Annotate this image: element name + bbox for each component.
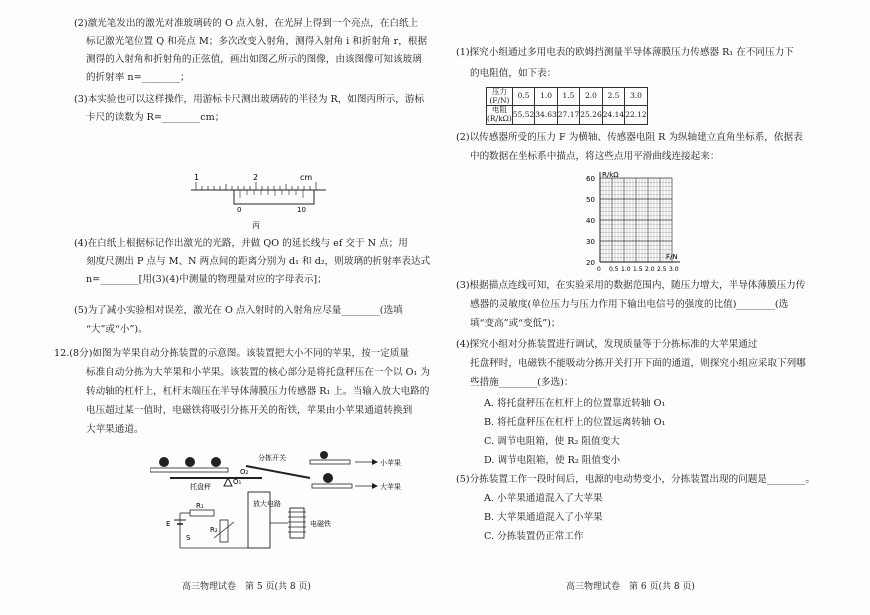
table-row-header: 电阻(R/kΩ) xyxy=(487,105,512,123)
caliper-vernier-label-10: 10 xyxy=(297,206,306,214)
x-tick-label: 0.5 xyxy=(609,266,619,273)
q3-line-2: 卡尺的读数为 R=________cm； xyxy=(86,112,225,123)
y-tick-label: 30 xyxy=(586,238,595,246)
r-q3-line-3: 填“变高”或“变低”)； xyxy=(470,318,561,329)
r-q3-line-2: 感器的灵敏度(单位压力与压力作用下输出电信号的强度的比值)________(选 xyxy=(470,299,789,310)
label-s: S xyxy=(186,534,191,542)
r-q5-option-c: C. 分拣装置仍正常工作 xyxy=(484,531,584,542)
y-tick-label: 50 xyxy=(586,196,595,204)
q2-line-1: (2)激光笔发出的激光对准玻璃砖的 O 点入射，在光屏上得到一个亮点，在白纸上 xyxy=(74,18,419,29)
y-tick-label: 20 xyxy=(586,259,595,267)
label-big-apple: 大苹果 xyxy=(380,483,401,491)
q12-line-3: 转动轴的杠杆上，杠杆末端压在半导体薄膜压力传感器 R₁ 上。当输入放大电路的 xyxy=(86,386,430,397)
r-q2-line-1: (2)以传感器所受的压力 F 为横轴、传感器电阻 R 为纵轴建立直角坐标系，依据表 xyxy=(456,132,803,143)
table-cell: 1.0 xyxy=(535,88,557,106)
vernier-caliper-figure xyxy=(186,170,336,230)
caliper-vernier-label-0: 0 xyxy=(237,206,242,214)
caliper-main-label-1: 1 xyxy=(194,173,200,182)
table-row xyxy=(487,106,648,124)
r-q4-line-3: 些措施________(多选)： xyxy=(470,377,574,388)
apple-3 xyxy=(211,457,221,467)
table-cell: 1.5 xyxy=(557,88,579,106)
table-cell: 27.17 xyxy=(557,106,579,124)
r-q4-option-c: C. 调节电阻箱，使 R₂ 阻值变大 xyxy=(484,436,620,447)
table-cell: 25.26 xyxy=(580,106,602,124)
table-cell: 2.5 xyxy=(602,88,624,106)
table-row-header: 压力(F/N) xyxy=(487,88,513,106)
table-cell: 24.14 xyxy=(602,106,624,124)
q4-line-3: n=________[用(3)(4)中测量的物理量对应的字母表示]； xyxy=(86,274,327,285)
apple-1 xyxy=(159,457,169,467)
x-axis-label: F/N xyxy=(666,253,678,261)
q12-line-1: 12.(8分)如图为苹果自动分拣装置的示意图。该装置把大小不同的苹果，按一定质量 xyxy=(54,348,410,359)
label-tray: 托盘秤 xyxy=(190,483,211,491)
pressure-resistance-table xyxy=(486,87,648,125)
x-tick-label: 3.0 xyxy=(669,266,679,273)
q5-line-1: (5)为了减小实验相对误差，激光在 O 点入射时的入射角应尽量________(选填 xyxy=(74,305,403,316)
r-q1-line-1: (1)探究小组通过多用电表的欧姆挡测量半导体薄膜压力传感器 R₁ 在不同压力下 xyxy=(456,47,794,58)
q12-line-5: 大苹果通道。 xyxy=(86,424,144,435)
q3-line-1: (3)本实验也可以这样操作，用游标卡尺测出玻璃砖的半径为 R，如图丙所示，游标 xyxy=(74,94,425,105)
label-switch: 分拣开关 xyxy=(258,454,286,462)
right-footer: 高三物理试卷 第 6 页(共 8 页) xyxy=(566,582,695,592)
apple-small xyxy=(320,451,328,459)
table-cell: 22.12 xyxy=(625,106,647,124)
label-o1: O₁ xyxy=(233,478,242,486)
caliper-caption: 丙 xyxy=(252,221,260,230)
left-footer: 高三物理试卷 第 5 页(共 8 页) xyxy=(182,582,311,592)
r-q4-line-2: 托盘秤时，电磁铁不能吸动分拣开关打开下面的通道，则探究小组应采取下列哪 xyxy=(470,358,806,369)
y-tick-label: 60 xyxy=(586,175,595,183)
q4-line-1: (4)在白纸上根据标记作出激光的光路，并做 QO 的延长线与 ef 交于 N 点；用 xyxy=(74,238,408,249)
table-cell: 34.63 xyxy=(535,106,557,124)
x-tick-label: 0 xyxy=(597,266,601,273)
x-tick-label: 2.0 xyxy=(645,266,655,273)
label-electromagnet: 电磁铁 xyxy=(310,520,331,528)
label-e: E xyxy=(166,520,171,528)
y-axis-label: R/kΩ xyxy=(602,171,619,179)
r-q3-line-1: (3)根据描点连线可知，在实验采用的数据范围内，随压力增大，半导体薄膜压力传 xyxy=(456,280,806,291)
r-q4-option-a: A. 将托盘秤压在杠杆上的位置靠近转轴 O₁ xyxy=(484,398,666,409)
table-row xyxy=(487,88,648,106)
q12-line-2: 标准自动分拣为大苹果和小苹果。该装置的核心部分是将托盘秤压在一个以 O₁ 为 xyxy=(86,367,430,378)
apple-sorter-diagram xyxy=(150,448,410,558)
q2-line-4: 的折射率 n=________； xyxy=(86,72,190,83)
q5-line-2: “大”或“小”)。 xyxy=(86,324,148,335)
x-tick-label: 2.5 xyxy=(657,266,667,273)
r-q5-option-b: B. 大苹果通道混入了小苹果 xyxy=(484,512,603,523)
r-q5-line: (5)分拣装置工作一段时间后，电源的电动势变小，分拣装置出现的问题是________。 xyxy=(456,474,815,485)
table-cell: 3.0 xyxy=(625,88,647,106)
y-tick-label: 40 xyxy=(586,217,595,225)
label-amplifier: 放大电路 xyxy=(253,500,281,508)
r-q1-line-2: 的电阻值，如下表： xyxy=(470,68,557,79)
r-q4-line-1: (4)探究小组对分拣装置进行调试，发现质量等于分拣标准的大苹果通过 xyxy=(456,339,758,350)
q2-line-3: 测得的入射角和折射角的正弦值，画出如图乙所示的图像，由该图像可知该玻璃 xyxy=(86,54,422,65)
r-q2-line-2: 中的数据在坐标系中描点，将这些点用平滑曲线连接起来： xyxy=(470,151,720,162)
q2-line-2: 标记激光笔位置 Q 和亮点 M；多次改变入射角，测得入射角 i 和折射角 r，根据 xyxy=(86,36,428,47)
label-o2: O₂ xyxy=(240,468,249,476)
table-cell: 0.5 xyxy=(512,88,534,106)
apple-big xyxy=(323,473,333,483)
x-tick-label: 1.0 xyxy=(621,266,631,273)
table-cell: 55.52 xyxy=(512,106,534,124)
caliper-main-label-2: 2 xyxy=(253,173,259,182)
blank-coordinate-grid xyxy=(578,166,688,274)
apple-2 xyxy=(185,457,195,467)
q4-line-2: 刻度尺测出 P 点与 M、N 两点间的距离分别为 d₁ 和 d₂，则玻璃的折射率表达式 xyxy=(86,256,431,267)
q12-line-4: 电压超过某一值时，电磁铁将吸引分拣开关的衔铁，苹果由小苹果通道转换到 xyxy=(86,405,413,416)
label-r2: R₂ xyxy=(210,526,218,534)
label-small-apple: 小苹果 xyxy=(380,459,401,467)
label-r1: R₁ xyxy=(196,502,204,510)
caliper-unit-label: cm xyxy=(300,173,313,182)
table-cell: 2.0 xyxy=(580,88,602,106)
x-tick-label: 1.5 xyxy=(633,266,643,273)
r-q5-option-a: A. 小苹果通道混入了大苹果 xyxy=(484,493,603,504)
r-q4-option-b: B. 将托盘秤压在杠杆上的位置远离转轴 O₁ xyxy=(484,417,666,428)
r-q4-option-d: D. 调节电阻箱，使 R₂ 阻值变小 xyxy=(484,455,621,466)
